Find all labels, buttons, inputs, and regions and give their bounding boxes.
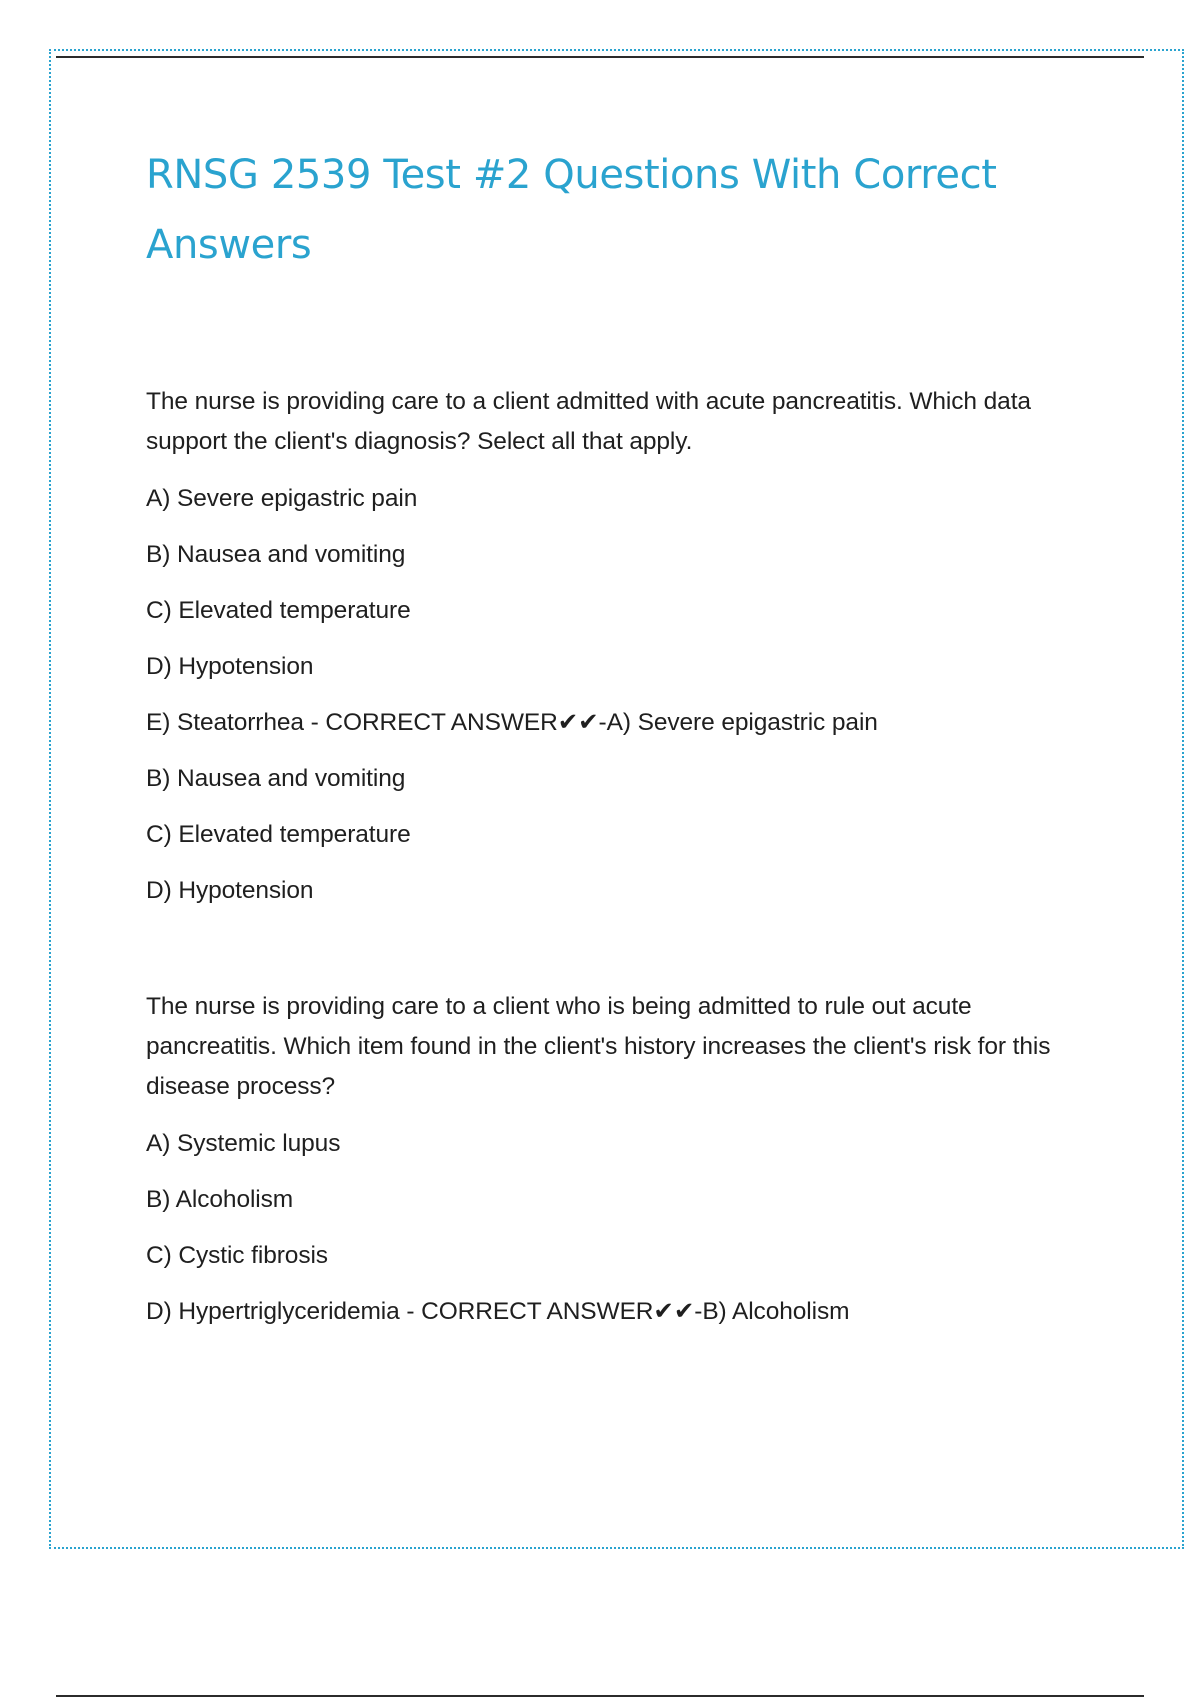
top-rule [56,56,1144,58]
answer-line: D) Hypotension [146,877,314,904]
answer-line: B) Nausea and vomiting [146,765,406,792]
document-title: RNSG 2539 Test #2 Questions With Correct Answers [146,152,997,268]
question-block [146,987,1086,1340]
document-body [146,140,1086,1340]
answer-line: D) Hypotension [146,653,314,680]
answer-line: B) Nausea and vomiting [146,541,406,568]
answer-line: A) Severe epigastric pain [146,485,418,512]
answer-line: B) Alcoholism [146,1186,294,1213]
question-block [146,382,1086,919]
question-text: The nurse is providing care to a client admitted with acute pancreatitis. Which data support the client's diagnosis? Select all that apply. [146,388,1031,455]
answer-line-correct: E) Steatorrhea - CORRECT ANSWER✔✔-A) Severe epigastric pain [146,709,878,736]
question-text: The nurse is providing care to a client who is being admitted to rule out acute pancreatitis. Which item found in the client's history increases the client's risk for this disease process? [146,993,1051,1100]
bottom-rule [56,1695,1144,1697]
answer-line-correct: D) Hypertriglyceridemia - CORRECT ANSWER✔✔-B) Alcoholism [146,1298,850,1325]
answer-line: C) Elevated temperature [146,821,411,848]
answer-line: C) Elevated temperature [146,597,411,624]
answer-line: A) Systemic lupus [146,1130,341,1157]
answer-line: C) Cystic fibrosis [146,1242,328,1269]
